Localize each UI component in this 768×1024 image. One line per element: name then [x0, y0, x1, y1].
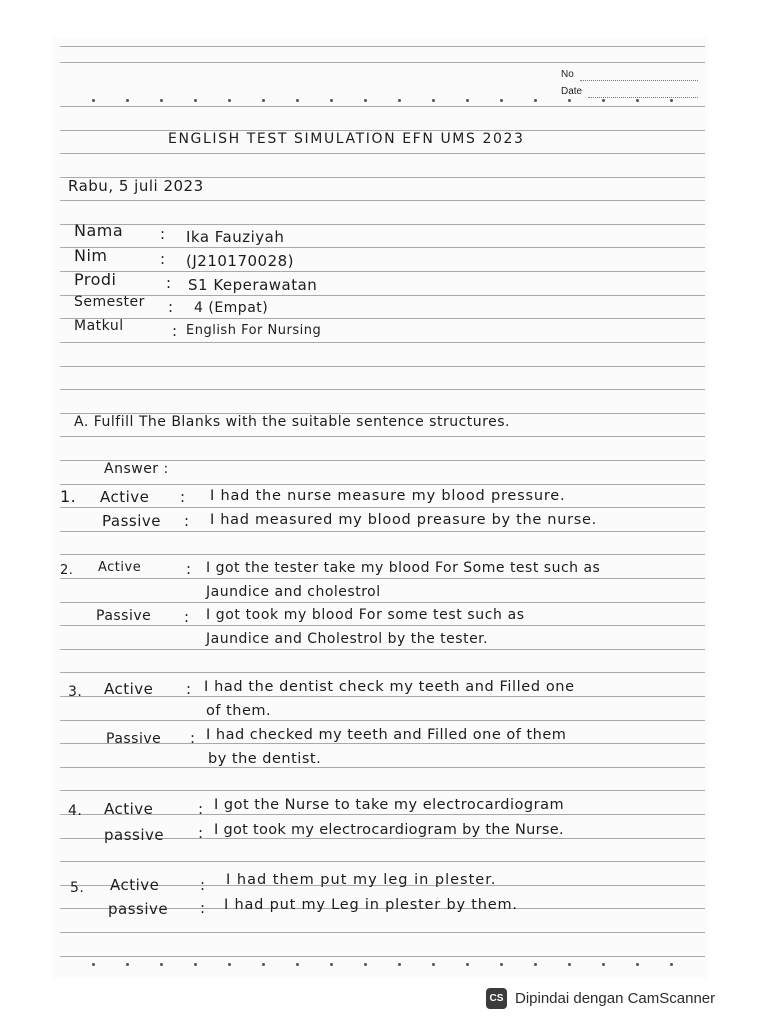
ruled-line	[60, 224, 705, 225]
ruled-line	[60, 507, 705, 508]
section-instruction: A. Fulfill The Blanks with the suitable sentence structures.	[74, 414, 510, 430]
answer-number: 1.	[60, 487, 77, 506]
ruled-line	[60, 342, 705, 343]
page-dot	[296, 963, 299, 966]
page-dot	[160, 963, 163, 966]
ruled-line	[60, 153, 705, 154]
page-dot	[330, 99, 333, 102]
identity-label-semester: Semester	[74, 294, 145, 310]
date-field-line	[588, 97, 698, 98]
ruled-line	[60, 790, 705, 791]
camscanner-logo-icon: CS	[486, 988, 507, 1009]
identity-label-matkul: Matkul	[74, 318, 124, 334]
page-dot	[92, 99, 95, 102]
page-dot	[636, 99, 639, 102]
page-dot	[262, 963, 265, 966]
ruled-line	[60, 366, 705, 367]
page-dot	[194, 99, 197, 102]
page-dot	[228, 99, 231, 102]
page-dot	[364, 963, 367, 966]
ruled-line	[60, 672, 705, 673]
ruled-line	[60, 578, 705, 579]
answer-colon: :	[198, 824, 204, 842]
ruled-line	[60, 696, 705, 697]
identity-colon: :	[166, 274, 172, 292]
passive-label: Passive	[96, 608, 152, 624]
camscanner-watermark	[486, 986, 715, 1010]
ruled-line	[60, 389, 705, 390]
passive-sentence-line: Jaundice and Cholestrol by the tester.	[206, 631, 489, 647]
ruled-line	[60, 484, 705, 485]
active-sentence-line: I had the nurse measure my blood pressure.	[210, 488, 566, 504]
active-sentence-line: I had them put my leg in plester.	[226, 872, 497, 888]
passive-sentence-line: I got took my electrocardiogram by the Nurse.	[214, 822, 564, 838]
ruled-line	[60, 602, 705, 603]
answer-number: 2.	[60, 563, 74, 578]
active-sentence-line: I had the dentist check my teeth and Filled one	[204, 679, 575, 695]
identity-value-matkul: English For Nursing	[186, 323, 322, 338]
page-dot	[126, 963, 129, 966]
answer-colon: :	[184, 608, 190, 626]
page-dot	[500, 99, 503, 102]
passive-sentence-line: I had measured my blood preasure by the nurse.	[210, 512, 597, 528]
ruled-line	[60, 271, 705, 272]
answer-colon: :	[200, 876, 206, 894]
page-dot	[432, 963, 435, 966]
ruled-line	[60, 720, 705, 721]
ruled-line	[60, 554, 705, 555]
answer-colon: :	[198, 800, 204, 818]
ruled-line	[60, 62, 705, 63]
passive-label: Passive	[106, 731, 162, 747]
ruled-line	[60, 318, 705, 319]
page-dot	[364, 99, 367, 102]
active-sentence-line: I got the Nurse to take my electrocardiogram	[214, 797, 565, 813]
identity-value-semester: 4 (Empat)	[194, 300, 269, 316]
identity-value-nama: Ika Fauziyah	[186, 228, 285, 246]
answer-label: Answer :	[104, 461, 169, 477]
answer-colon: :	[200, 899, 206, 917]
page-dot	[670, 99, 673, 102]
page-dot	[432, 99, 435, 102]
identity-colon: :	[160, 250, 166, 268]
no-field-line	[580, 80, 698, 81]
answer-colon: :	[190, 729, 196, 747]
ruled-line	[60, 625, 705, 626]
page-dot	[398, 963, 401, 966]
active-label: Active	[98, 560, 142, 575]
page-dot	[398, 99, 401, 102]
ruled-line	[60, 531, 705, 532]
ruled-line	[60, 436, 705, 437]
passive-label: passive	[104, 826, 165, 844]
page-title: ENGLISH TEST SIMULATION EFN UMS 2023	[168, 131, 525, 147]
ruled-line	[60, 767, 705, 768]
answer-colon: :	[186, 560, 192, 578]
identity-value-nim: (J210170028)	[186, 252, 295, 270]
identity-colon: :	[168, 298, 174, 316]
answer-colon: :	[184, 512, 190, 530]
identity-label-nim: Nim	[74, 246, 108, 265]
answer-number: 3.	[68, 684, 83, 700]
page-dot	[602, 963, 605, 966]
identity-colon: :	[172, 322, 178, 340]
page-dot	[568, 99, 571, 102]
identity-label-nama: Nama	[74, 221, 124, 240]
date-label: Date	[561, 86, 583, 97]
ruled-line	[60, 956, 705, 957]
passive-sentence-line: I got took my blood For some test such as	[206, 607, 525, 623]
passive-sentence-line: by the dentist.	[208, 751, 322, 767]
answer-colon: :	[186, 680, 192, 698]
identity-label-prodi: Prodi	[74, 270, 117, 289]
ruled-line	[60, 247, 705, 248]
active-sentence-line: of them.	[206, 703, 272, 719]
identity-value-prodi: S1 Keperawatan	[188, 276, 318, 294]
page-dot	[160, 99, 163, 102]
page-dot	[330, 963, 333, 966]
page-dot	[636, 963, 639, 966]
page-dot	[296, 99, 299, 102]
camscanner-text: Dipindai dengan CamScanner	[515, 989, 716, 1007]
ruled-line	[60, 932, 705, 933]
page-dot	[228, 963, 231, 966]
answer-number: 4.	[68, 803, 83, 819]
passive-sentence-line: I had checked my teeth and Filled one of them	[206, 727, 567, 743]
ruled-line	[60, 46, 705, 47]
page-dot	[194, 963, 197, 966]
page-dot	[126, 99, 129, 102]
passive-label: passive	[108, 900, 169, 918]
ruled-line	[60, 649, 705, 650]
answer-colon: :	[180, 488, 186, 506]
page-dot	[92, 963, 95, 966]
ruled-line	[60, 861, 705, 862]
ruled-line	[60, 814, 705, 815]
ruled-line	[60, 106, 705, 107]
page-dot	[568, 963, 571, 966]
ruled-line	[60, 200, 705, 201]
active-label: Active	[110, 876, 160, 894]
passive-sentence-line: I had put my Leg in plester by them.	[224, 897, 518, 913]
page-dot	[602, 99, 605, 102]
page-dot	[262, 99, 265, 102]
active-sentence-line: Jaundice and cholestrol	[206, 584, 381, 600]
page-dot	[466, 99, 469, 102]
page-dot	[670, 963, 673, 966]
active-label: Active	[104, 680, 154, 698]
active-sentence-line: I got the tester take my blood For Some test such as	[206, 560, 601, 576]
active-label: Active	[104, 800, 154, 818]
no-label: No	[561, 69, 574, 80]
page-dot	[500, 963, 503, 966]
ruled-line	[60, 295, 705, 296]
page-dot	[534, 99, 537, 102]
date-text: Rabu, 5 juli 2023	[68, 177, 204, 195]
identity-colon: :	[160, 225, 166, 243]
page-dot	[534, 963, 537, 966]
active-label: Active	[100, 488, 150, 506]
answer-number: 5.	[70, 880, 85, 896]
passive-label: Passive	[102, 512, 161, 530]
page-dot	[466, 963, 469, 966]
